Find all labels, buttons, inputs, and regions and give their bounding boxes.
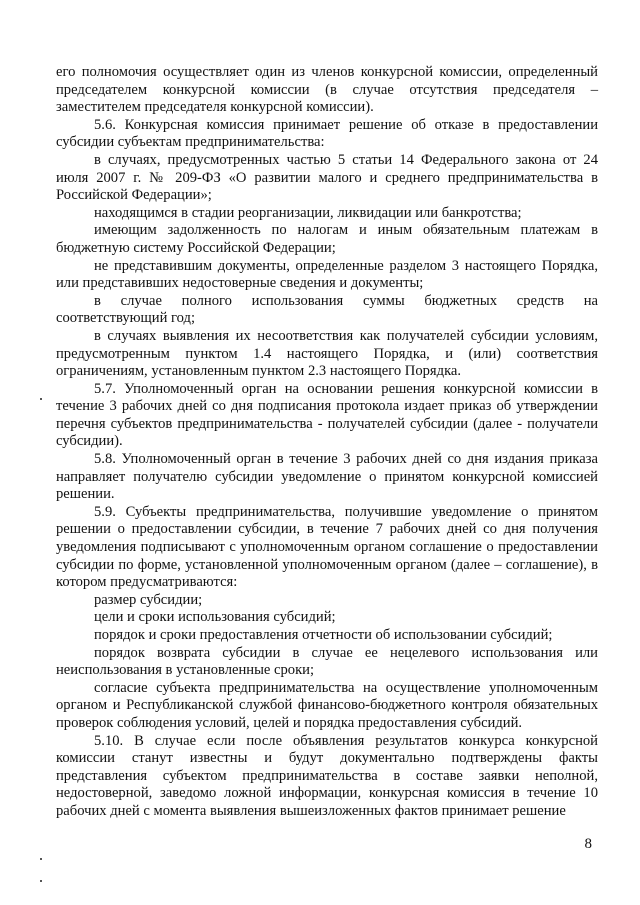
list-item-5-6-a: в случаях, предусмотренных частью 5 статьи 14 Федерального закона от 24 июля 2007 г. № 209-ФЗ «О развитии малого и среднего предпринимательства в Российской Федерации»; [56,151,598,204]
paragraph-5-6: 5.6. Конкурсная комиссия принимает решение об отказе в предоставлении субсидии субъектам предпринимательства: [56,116,598,151]
scan-speck [40,398,42,400]
list-item-5-9-c: порядок и сроки предоставления отчетности об использовании субсидий; [94,627,553,643]
paragraph-5-10: 5.10. В случае если после объявления результатов конкурса конкурсной комиссии станут известны и будут документально подтверждены факты представления субъектом предпринимательства в составе заявки неполной, недостоверной, заведомо ложной информации, конкурсная комиссия в течение 10 рабочих дней с момента выявления вышеизложенных фактов принимает решение [56,732,598,819]
list-item-5-6-f: в случаях выявления их несоответствия как получателей субсидии условиям, предусмотренным пунктом 1.4 настоящего Порядка, и (или) соответствия ограничениям, установленным пунктом 2.3 настоящего Порядка. [56,327,598,380]
paragraph-5-8: 5.8. Уполномоченный орган в течение 3 рабочих дней со дня издания приказа направляет получателю субсидии уведомление о принятом конкурсной комиссией решении. [56,451,598,503]
list-item-5-6-c: имеющим задолженность по налогам и иным обязательным платежам в бюджетную систему Российской Федерации; [56,222,598,256]
list-item-5-9-b: цели и сроки использования субсидий; [94,609,336,626]
paragraph-continuation: его полномочия осуществляет один из членов конкурсной комиссии, определенный председателем конкурсной комиссии (в случае отсутствия председателя – заместителем председателя конкурсной комиссии). [56,64,598,116]
list-item-5-6-d: не представившим документы, определенные разделом 3 настоящего Порядка, или представивших недостоверные сведения и документы; [56,257,598,292]
list-item-5-9-a: размер субсидии; [94,591,203,608]
list-item-5-6-e: в случае полного использования суммы бюджетных средств на соответствующий год; [56,292,598,327]
paragraph-5-7: 5.7. Уполномоченный орган на основании решения конкурсной комиссии в течение 3 рабочих дней со дня подписания протокола издает приказ об утверждении перечня субъектов предпринимательства - получателей субсидии (далее - получатели субсидии). [56,380,598,450]
scan-speck [40,858,42,860]
paragraph-5-9: 5.9. Субъекты предпринимательства, получившие уведомление о принятом решении о предоставлении субсидии, в течение 7 рабочих дней со дня получения уведомления подписывают с уполномоченным органом соглашение о предоставлении субсидии по форме, установленной уполномоченным органом (далее – соглашение), в котором предусматриваются: [56,503,598,591]
list-item-5-9-d: порядок возврата субсидии в случае ее нецелевого использования или неиспользования в установленные сроки; [56,644,598,679]
scan-speck [40,880,42,882]
list-item-5-9-e: согласие субъекта предпринимательства на осуществление уполномоченным органом и Республиканской службой финансово-бюджетного контроля обязательных проверок соблюдения условий, целей и порядка предоставления субсидий. [56,679,598,731]
page-number: 8 [584,836,592,852]
list-item-5-6-b: находящимся в стадии реорганизации, ликвидации или банкротства; [94,204,522,221]
